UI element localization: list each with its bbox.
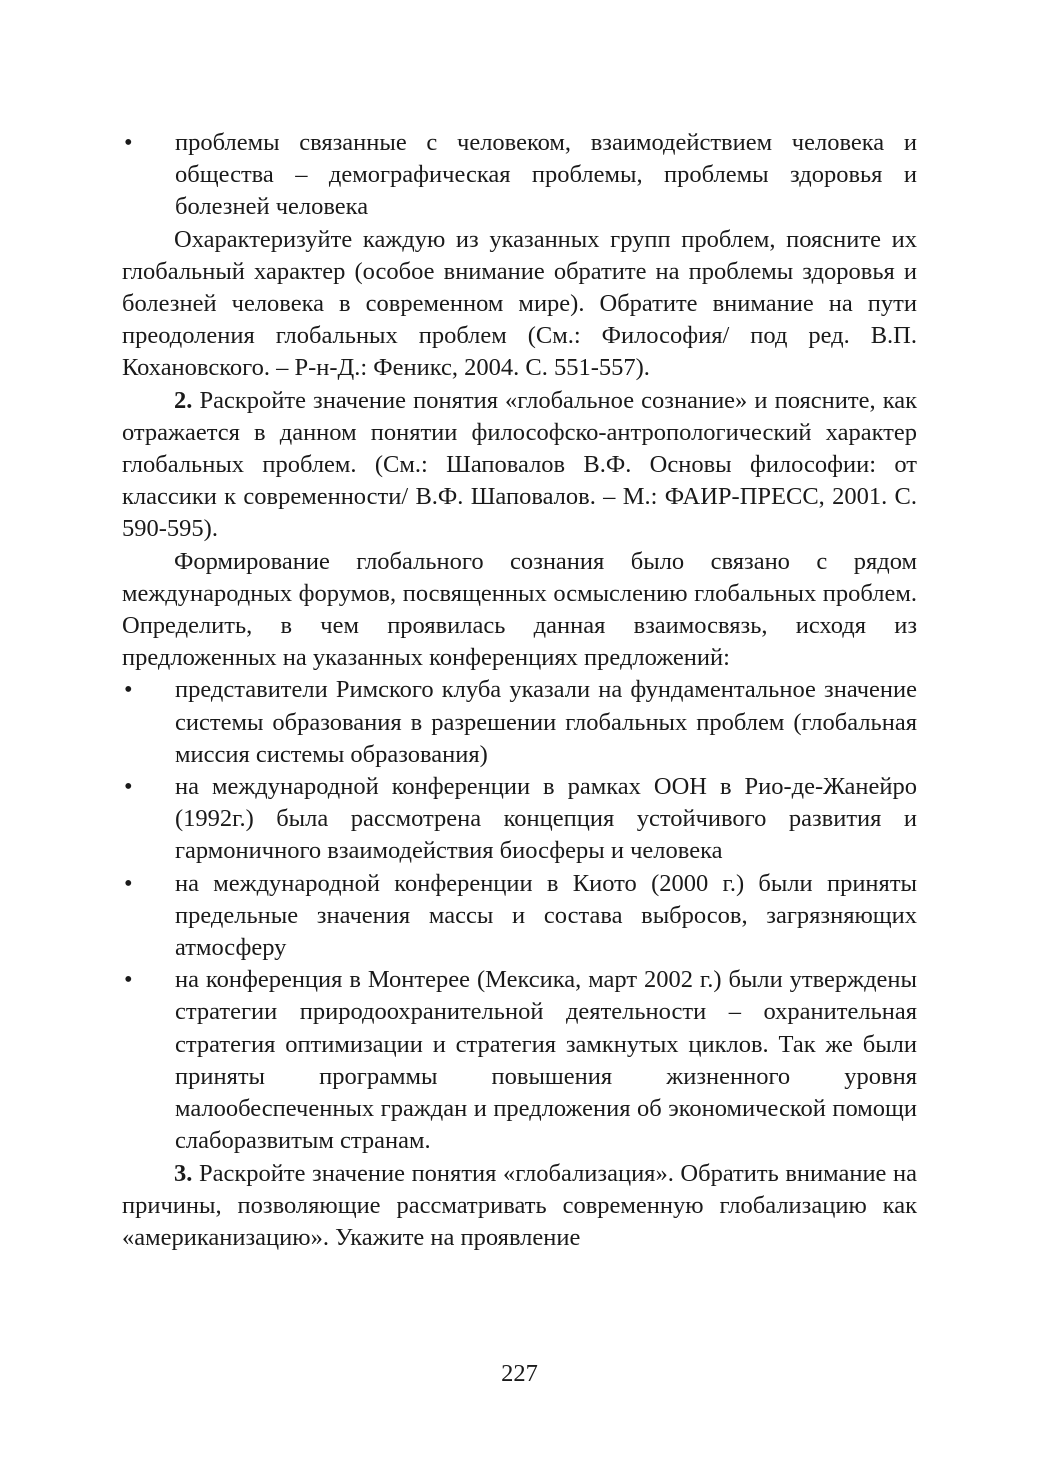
paragraph: Формирование глобального сознания было связано с рядом международных форумов, посвященных осмыслению глобальных проблем. Определить, в чем проявилась данная взаимосвязь, исходя из предложенных на указанных конференциях предложений:: [122, 547, 917, 672]
task-paragraph: [122, 1158, 917, 1255]
list-item: [122, 964, 917, 1157]
bullet-marker: •: [124, 869, 133, 897]
task-text: Раскройте значение понятия «глобализация». Обратить внимание на причины, позволяющие рассматривать современную глобализацию как «американизацию». Укажите на проявление: [122, 1159, 917, 1251]
task-number: 3.: [174, 1159, 193, 1187]
bullet-marker: •: [124, 676, 133, 704]
list-item: [122, 127, 917, 224]
task-number: 2.: [174, 386, 193, 414]
bullet-marker: •: [124, 129, 133, 156]
page-number: 227: [501, 1360, 538, 1387]
task-text: Раскройте значение понятия «глобальное сознание» и поясните, как отражается в данном понятии философско-антропологический характер глобальных проблем. (См.: Шаповалов В.Ф. Основы философии: от классики к современности/ В.Ф. Шаповалов. – М.: ФАИР-ПРЕСС, 2001. С. 590-595).: [122, 386, 917, 543]
list-item: [122, 674, 917, 771]
page-content: [122, 127, 917, 1254]
list-item: [122, 868, 917, 965]
bullet-marker: •: [124, 966, 133, 994]
list-item: [122, 771, 917, 868]
bullet-marker: •: [124, 773, 133, 801]
list-item-text: проблемы связанные с человеком, взаимодействием человека и общества – демографическая проблемы, проблемы здоровья и болезней человека: [175, 129, 917, 221]
task-paragraph: [122, 385, 917, 546]
paragraph: Охарактеризуйте каждую из указанных групп проблем, поясните их глобальный характер (особое внимание обратите на проблемы здоровья и болезней человека в современном мире). Обратите внимание на пути преодоления глобальных проблем (См.: Философия/ под ред. В.П. Кохановского. – Р-н-Д.: Феникс, 2004. С. 551-557).: [122, 225, 917, 382]
list-item-text: на конференция в Монтерее (Мексика, март 2002 г.) были утверждены стратегии природоохранительной деятельности – охранительная стратегия оптимизации и стратегия замкнутых циклов. Так же были приняты программы повышения жизненного уровня малообеспеченных граждан и предложения об экономической помощи слаборазвитым странам.: [175, 966, 917, 1155]
list-item-text: представители Римского клуба указали на фундаментальное значение системы образования в разрешении глобальных проблем (глобальная миссия системы образования): [175, 676, 917, 768]
list-item-text: на международной конференции в Киото (2000 г.) были приняты предельные значения массы и состава выбросов, загрязняющих атмосферу: [175, 869, 917, 962]
list-item-text: на международной конференции в рамках ООН в Рио-де-Жанейро (1992г.) была рассмотрена концепция устойчивого развития и гармоничного взаимодействия биосферы и человека: [175, 773, 917, 865]
